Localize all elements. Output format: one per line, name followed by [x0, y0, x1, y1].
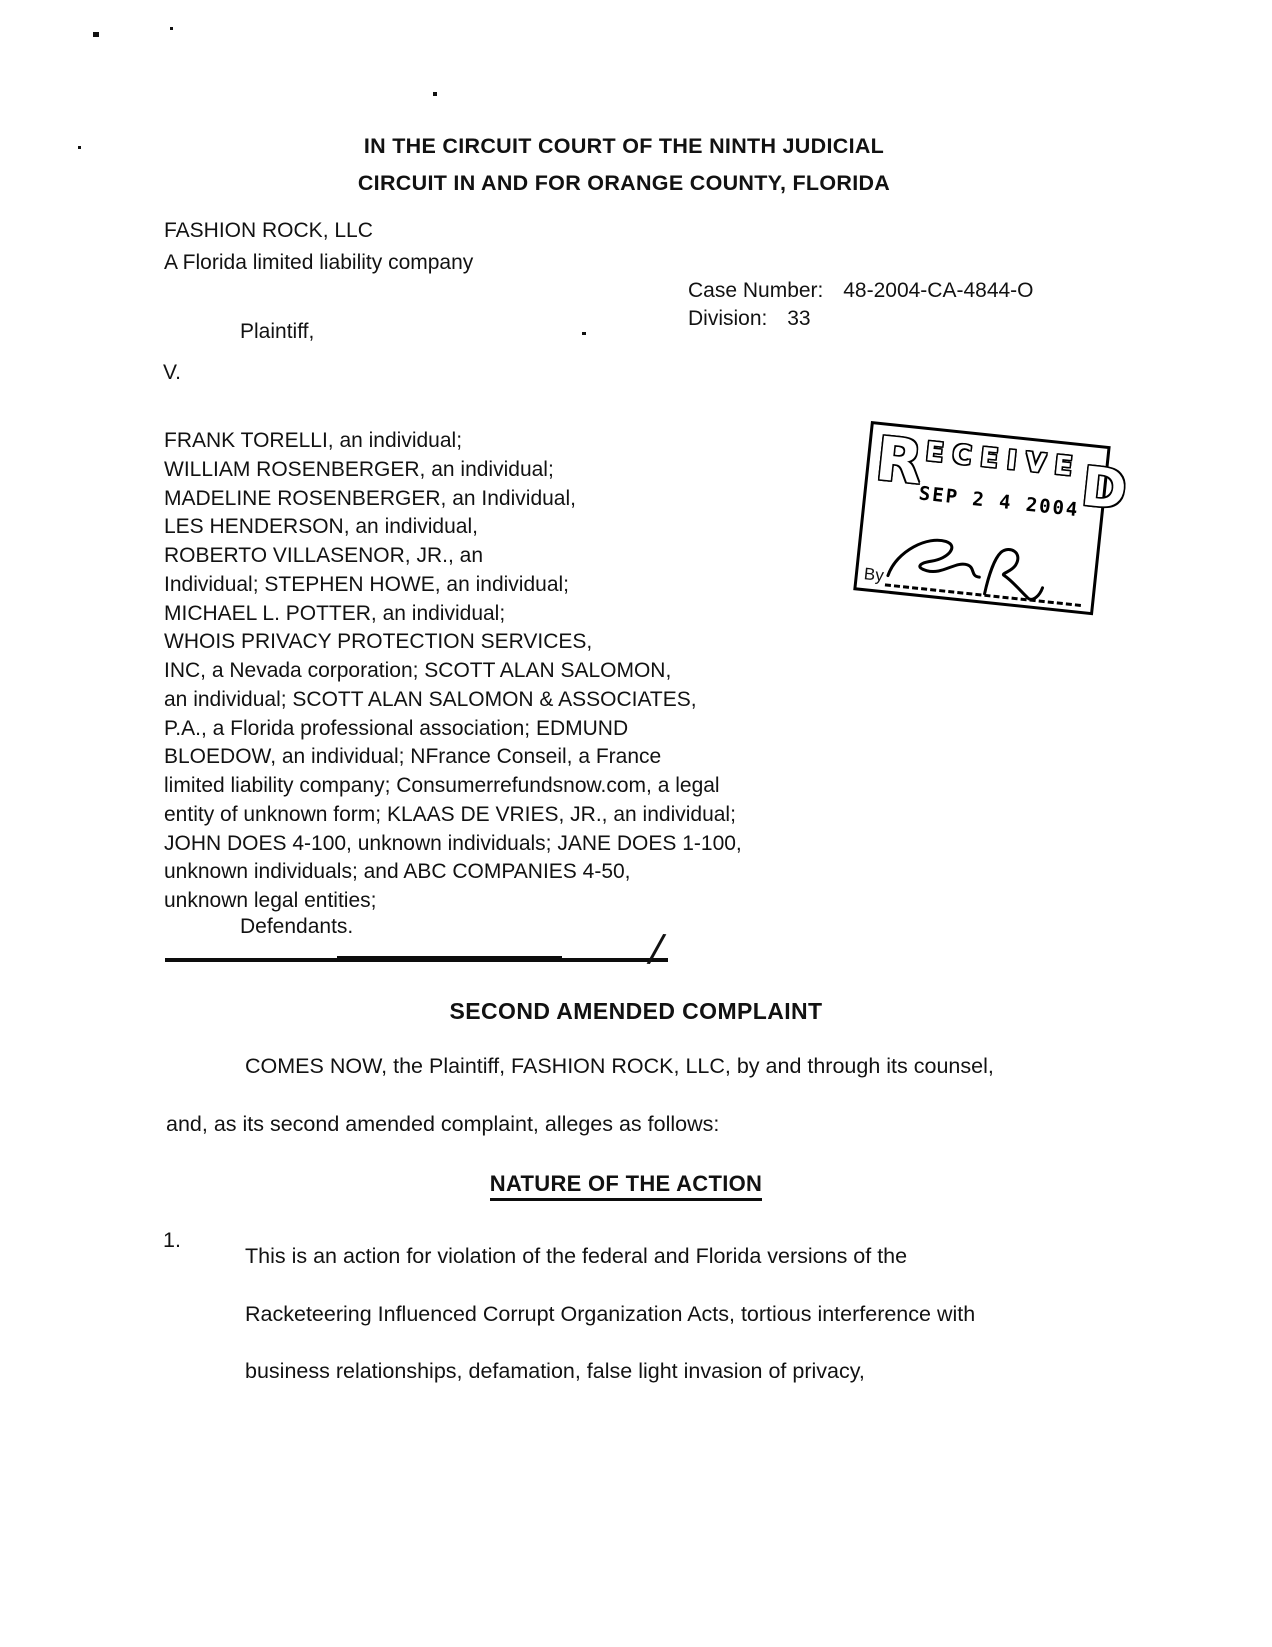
stamp-signature-line [885, 544, 1086, 607]
division-row [688, 305, 1034, 333]
division-label: Division: [688, 307, 768, 330]
scan-speck [93, 32, 99, 37]
plaintiff-description: A Florida limited liability company [164, 251, 474, 274]
paragraph-1-number: 1. [163, 1228, 181, 1252]
scan-speck [582, 332, 586, 335]
defendants-role: Defendants. [240, 915, 354, 938]
stamp-letter-r: R [872, 423, 926, 499]
received-stamp [853, 421, 1130, 615]
stamp-letter-d: D [1078, 454, 1130, 522]
court-header-line1: IN THE CIRCUIT COURT OF THE NINTH JUDICIAL [363, 134, 885, 158]
defendant-line: JOHN DOES 4-100, unknown individuals; JANE DOES 1-100, [164, 831, 742, 855]
stamp-by-label: By [863, 564, 885, 586]
paragraph-1-lines [245, 1228, 975, 1401]
caption-end-slash: / [648, 925, 664, 974]
plaintiff-role: Plaintiff, [240, 320, 315, 343]
division-value: 33 [787, 307, 811, 330]
defendant-line: limited liability company; Consumerrefundsnow.com, a legal [164, 774, 720, 797]
scan-speck [170, 27, 173, 30]
paragraph-1-line: This is an action for violation of the federal and Florida versions of the [245, 1244, 908, 1268]
stamp-date: SEP 2 4 2004 [917, 482, 1081, 522]
defendant-line: FRANK TORELLI, an individual; [164, 429, 463, 452]
intro-line-2: and, as its second amended complaint, alleges as follows: [166, 1112, 720, 1136]
defendant-line: INC, a Nevada corporation; SCOTT ALAN SALOMON, [164, 659, 672, 682]
stamp-by-row [863, 541, 1085, 607]
case-number-row [688, 277, 1034, 305]
defendant-line: Individual; STEPHEN HOWE, an individual; [164, 572, 569, 596]
defendant-line: P.A., a Florida professional association; EDMUND [164, 716, 629, 740]
court-header-line2: CIRCUIT IN AND FOR ORANGE COUNTY, FLORIDA [357, 171, 891, 195]
defendants-list [164, 427, 742, 916]
defendant-line: MICHAEL L. POTTER, an individual; [164, 601, 506, 625]
defendant-line: WHOIS PRIVACY PROTECTION SERVICES, [164, 630, 593, 654]
defendant-line: WILLIAM ROSENBERGER, an individual; [164, 457, 554, 481]
stamp-middle [918, 434, 1086, 521]
defendant-line: unknown legal entities; [164, 889, 377, 912]
case-info [688, 277, 1034, 333]
case-number-value: 48-2004-CA-4844-O [843, 279, 1034, 302]
document-title: SECOND AMENDED COMPLAINT [449, 998, 823, 1024]
scan-speck [433, 92, 437, 96]
defendant-line: unknown individuals; and ABC COMPANIES 4-50, [164, 860, 631, 884]
signature-scrawl [878, 525, 1065, 615]
section-heading-text: NATURE OF THE ACTION [490, 1171, 762, 1201]
plaintiff-name: FASHION ROCK, LLC [164, 219, 373, 242]
intro-line-1: COMES NOW, the Plaintiff, FASHION ROCK, LLC, by and through its counsel, [245, 1054, 994, 1078]
paragraph-1-line: Racketeering Influenced Corrupt Organization Acts, tortious interference with [245, 1301, 976, 1326]
defendant-line: entity of unknown form; KLAAS DE VRIES, JR., an individual; [164, 802, 736, 826]
defendant-line: LES HENDERSON, an individual, [164, 515, 478, 539]
defendant-line: ROBERTO VILLASENOR, JR., an [164, 544, 483, 567]
defendant-line: BLOEDOW, an individual; NFrance Conseil, a France [164, 745, 662, 769]
defendant-line: MADELINE ROSENBERGER, an Individual, [164, 486, 576, 510]
stamp-word-eceive: ECEIVE [924, 436, 1083, 484]
caption-rule-segment [337, 956, 562, 962]
defendant-line: an individual; SCOTT ALAN SALOMON & ASSOCIATES, [164, 687, 697, 711]
case-number-label: Case Number: [688, 279, 824, 302]
section-heading [0, 1171, 1252, 1197]
paragraph-1-line: business relationships, defamation, false light invasion of privacy, [245, 1359, 865, 1383]
versus-marker: V. [163, 361, 181, 384]
received-stamp-word-row [872, 423, 1130, 523]
court-header [0, 128, 1248, 202]
